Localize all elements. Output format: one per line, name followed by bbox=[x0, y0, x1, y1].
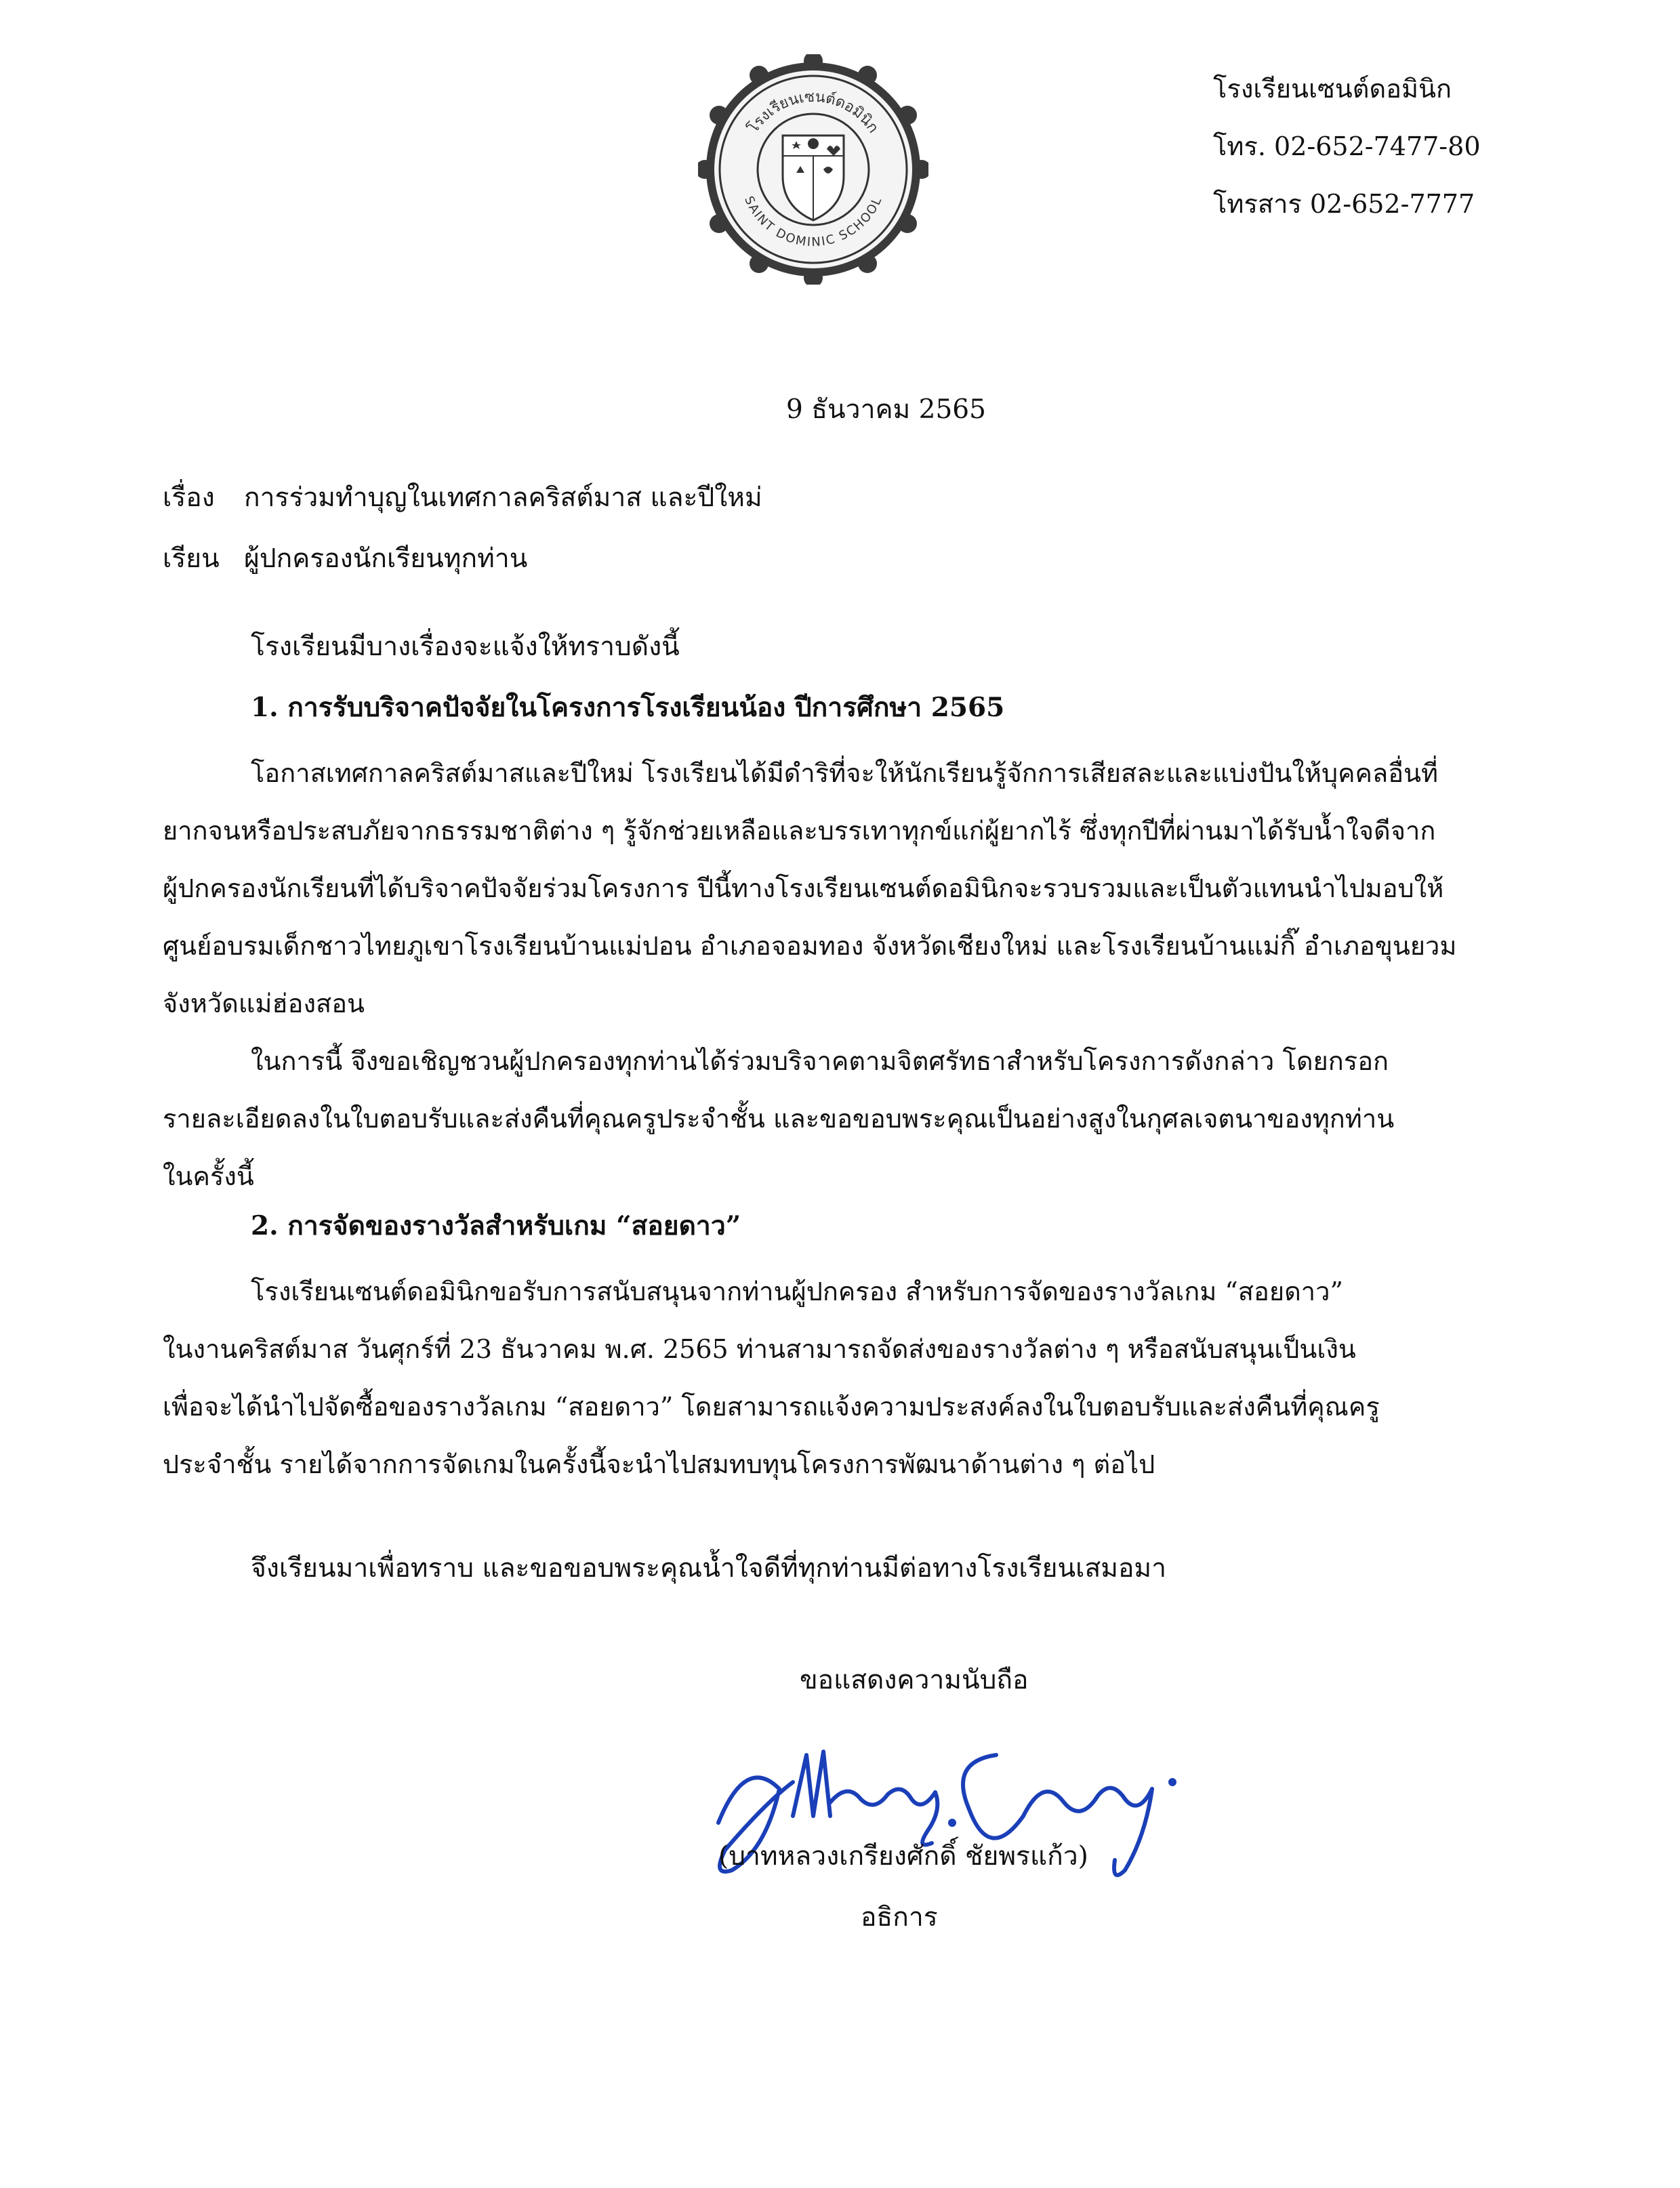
regards-text: ขอแสดงความนับถือ bbox=[800, 1665, 1029, 1695]
section1-line: ในครั้งนี้ bbox=[163, 1161, 254, 1191]
section1-line: รายละเอียดลงในใบตอบรับและส่งคืนที่คุณครูประจำชั้น และขอขอบพระคุณเป็นอย่างสูงในกุศลเจตนาของทุกท่าน bbox=[163, 1104, 1395, 1134]
seal-icon bbox=[698, 54, 928, 285]
school-seal bbox=[698, 54, 928, 285]
section2-line: ในงานคริสต์มาส วันศุกร์ที่ 23 ธันวาคม พ.ศ. 2565 ท่านสามารถจัดส่งของรางวัลต่าง ๆ หรือสนับสนุนเป็นเงิน bbox=[163, 1334, 1356, 1364]
section1-line: ศูนย์อบรมเด็กชาวไทยภูเขาโรงเรียนบ้านแม่ปอน อำเภอจอมทอง จังหวัดเชียงใหม่ และโรงเรียนบ้านแม่กิ๊ อำเภอขุนยวม bbox=[163, 931, 1457, 961]
letter-date: 9 ธันวาคม 2565 bbox=[786, 394, 986, 425]
seal-top-text: โรงเรียนเซนต์ดอมินิก bbox=[744, 88, 882, 137]
section1-heading: 1. การรับบริจาคปัจจัยในโครงการโรงเรียนน้อง ปีการศึกษา 2565 bbox=[251, 692, 1005, 723]
section2-line: โรงเรียนเซนต์ดอมินิกขอรับการสนับสนุนจากท่านผู้ปกครอง สำหรับการจัดของรางวัลเกม “สอยดาว” bbox=[251, 1277, 1343, 1306]
school-fax: โทรสาร 02-652-7777 bbox=[1213, 189, 1475, 219]
subject-value: การร่วมทำบุญในเทศกาลคริสต์มาส และปีใหม่ bbox=[244, 482, 762, 513]
section1-line: ยากจนหรือประสบภัยจากธรรมชาติต่าง ๆ รู้จักช่วยเหลือและบรรเทาทุกข์แก่ผู้ยากไร้ ซึ่งทุกปีที่ผ่านมาได้รับน้ำใจดีจาก bbox=[163, 816, 1436, 846]
signer-name: (บาทหลวงเกรียงศักดิ์ ชัยพรแก้ว) bbox=[718, 1841, 1088, 1872]
section2-line: ประจำชั้น รายได้จากการจัดเกมในครั้งนี้จะนำไปสมทบทุนโครงการพัฒนาด้านต่าง ๆ ต่อไป bbox=[163, 1449, 1155, 1479]
intro-text: โรงเรียนมีบางเรื่องจะแจ้งให้ทราบดังนี้ bbox=[251, 632, 680, 662]
seal-bottom-text: SAINT DOMINIC SCHOOL bbox=[741, 194, 885, 250]
section1-line: ผู้ปกครองนักเรียนที่ได้บริจาคปัจจัยร่วมโครงการ ปีนี้ทางโรงเรียนเซนต์ดอมินิกจะรวบรวมและเป็นตัวแทนนำไปมอบให้ bbox=[163, 873, 1444, 903]
section1-line: ในการนี้ จึงขอเชิญชวนผู้ปกครองทุกท่านได้ร่วมบริจาคตามจิตศรัทธาสำหรับโครงการดังกล่าว โดยกรอก bbox=[251, 1046, 1389, 1076]
section2-line: เพื่อจะได้นำไปจัดซื้อของรางวัลเกม “สอยดาว” โดยสามารถแจ้งความประสงค์ลงในใบตอบรับและส่งคืนที่คุณครู bbox=[163, 1392, 1380, 1422]
recipient-label: เรียน bbox=[163, 543, 220, 574]
section1-line: จังหวัดแม่ฮ่องสอน bbox=[163, 989, 365, 1018]
recipient-value: ผู้ปกครองนักเรียนทุกท่าน bbox=[244, 543, 528, 574]
school-phone: โทร. 02-652-7477-80 bbox=[1213, 131, 1481, 161]
signer-title: อธิการ bbox=[861, 1902, 938, 1933]
subject-label: เรื่อง bbox=[163, 482, 215, 513]
section2-heading: 2. การจัดของรางวัลสำหรับเกม “สอยดาว” bbox=[251, 1210, 741, 1241]
closing-text: จึงเรียนมาเพื่อทราบ และขอขอบพระคุณน้ำใจดีที่ทุกท่านมีต่อทางโรงเรียนเสมอมา bbox=[251, 1553, 1167, 1584]
section1-line: โอกาสเทศกาลคริสต์มาสและปีใหม่ โรงเรียนได้มีดำริที่จะให้นักเรียนรู้จักการเสียสละและแบ่งปันให้บุคคลอื่นที่ bbox=[251, 758, 1439, 788]
school-name: โรงเรียนเซนต์ดอมินิก bbox=[1213, 74, 1452, 104]
